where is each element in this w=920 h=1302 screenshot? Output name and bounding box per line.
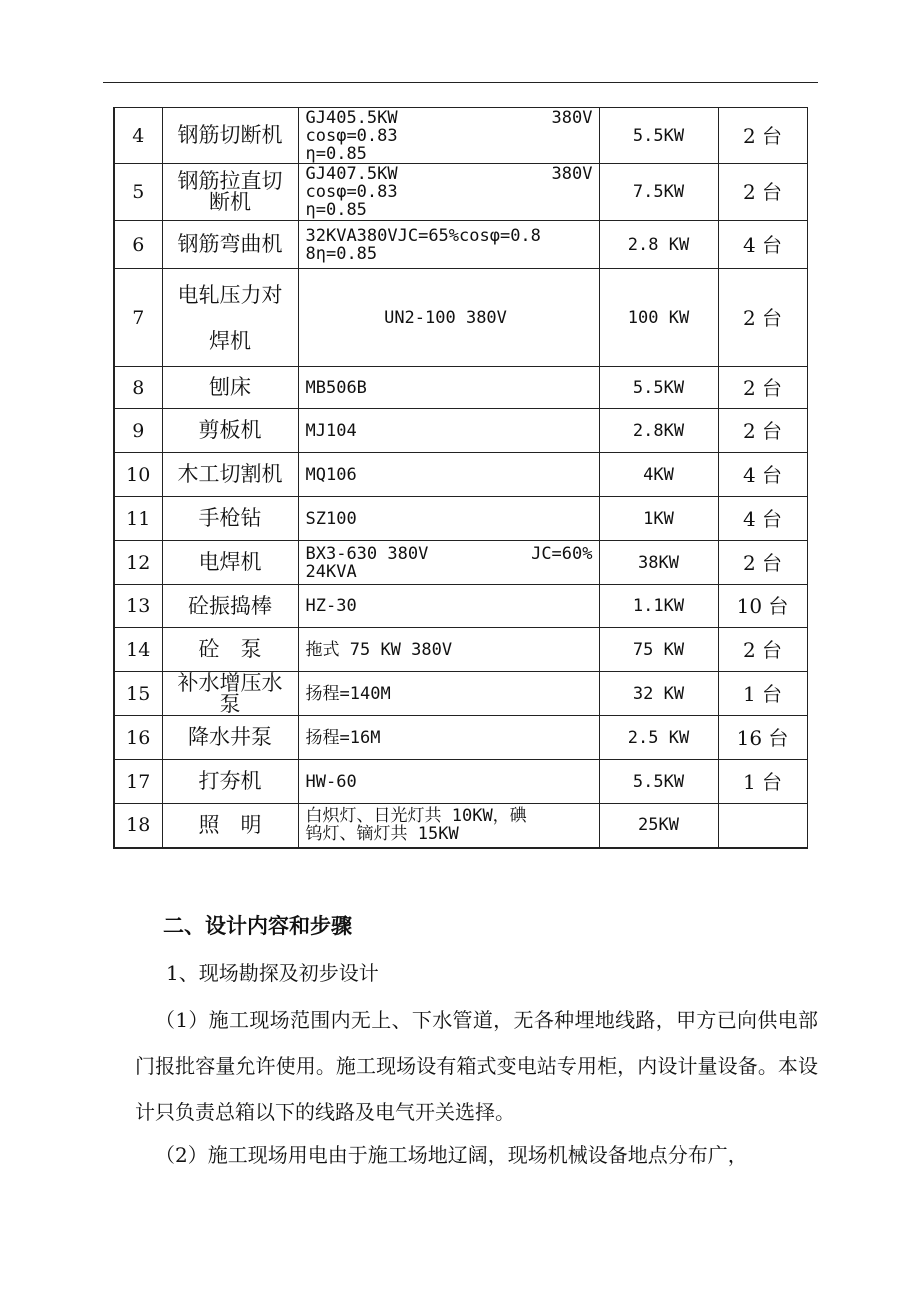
- row-number: 11: [114, 497, 162, 541]
- equipment-quantity: 4 台: [718, 497, 807, 541]
- equipment-quantity: 16 台: [718, 716, 807, 760]
- equipment-power: 38KW: [599, 541, 718, 585]
- equipment-name-line: 钢筋弯曲机: [177, 232, 283, 256]
- equipment-model: [298, 628, 599, 672]
- table-row: [114, 453, 807, 497]
- model-text: UN2-100 380V: [384, 307, 507, 328]
- equipment-power: 2.8 KW: [599, 221, 718, 269]
- model-line: [306, 245, 593, 263]
- model-line: [306, 685, 593, 703]
- model-line: [306, 165, 593, 183]
- equipment-model: [298, 269, 599, 367]
- equipment-name-line: 砼 泵: [198, 637, 262, 661]
- model-text: 钨灯、镝灯共 15KW: [305, 824, 459, 845]
- model-line: [306, 563, 593, 581]
- model-text: MJ104: [305, 420, 357, 441]
- equipment-model: [298, 585, 599, 628]
- equipment-name-line: 照 明: [198, 812, 262, 837]
- row-number: 9: [114, 409, 162, 453]
- equipment-name-line: 补水增压水: [177, 671, 283, 695]
- equipment-power: 5.5KW: [599, 108, 718, 164]
- model-line: [306, 641, 593, 659]
- equipment-name-line: 钢筋拉直切: [177, 169, 283, 193]
- equipment-model: [298, 367, 599, 409]
- equipment-quantity: 2 台: [718, 541, 807, 585]
- table-row: [114, 541, 807, 585]
- equipment-name-line: 砼振捣棒: [188, 593, 272, 618]
- equipment-name: [162, 453, 298, 497]
- equipment-name: [162, 367, 298, 409]
- equipment-quantity: 2 台: [718, 367, 807, 409]
- equipment-model: [298, 453, 599, 497]
- equipment-power: 5.5KW: [599, 760, 718, 804]
- equipment-power: 7.5KW: [599, 164, 718, 221]
- equipment-power: 32 KW: [599, 672, 718, 716]
- table-row: [114, 367, 807, 409]
- paragraph-1: （1）施工现场范围内无上、下水管道，无各种埋地线路，甲方已向供电部门报批容量允许使用。施工现场设有箱式变电站专用柜，内设计量设备。本设计只负责总箱以下的线路及电气开关选择。: [135, 1008, 818, 1124]
- model-line: [306, 510, 593, 528]
- table-row: [114, 628, 807, 672]
- model-text: cosφ=0.83: [305, 182, 398, 202]
- header-rule: [103, 82, 818, 83]
- model-text: MQ106: [305, 464, 357, 485]
- equipment-name-line: 断机: [209, 190, 251, 214]
- model-text: HZ-30: [305, 596, 357, 616]
- model-text: GJ407.5KW: [305, 164, 398, 184]
- equipment-name-line: 剪板机: [198, 418, 262, 442]
- equipment-power: 2.5 KW: [599, 716, 718, 760]
- equipment-name: [162, 585, 298, 628]
- model-text: η=0.85: [305, 143, 367, 164]
- equipment-name: [162, 269, 298, 367]
- row-number: 5: [114, 164, 162, 221]
- model-text: 24KVA: [305, 561, 357, 582]
- equipment-name-line: 降水井泵: [188, 725, 272, 749]
- model-line: [306, 379, 593, 397]
- equipment-name: [162, 804, 298, 848]
- model-line: [306, 227, 593, 245]
- equipment-power: 4KW: [599, 453, 718, 497]
- equipment-model: [298, 804, 599, 848]
- equipment-model: [298, 108, 599, 164]
- equipment-model: [298, 760, 599, 804]
- model-text: η=0.85: [305, 200, 367, 220]
- model-text: HW-60: [305, 771, 357, 792]
- model-line: [306, 773, 593, 791]
- equipment-quantity: 1 台: [718, 760, 807, 804]
- model-text: 拖式 75 KW 380V: [305, 639, 453, 660]
- equipment-quantity: 2 台: [718, 409, 807, 453]
- model-text: GJ405.5KW: [305, 107, 398, 128]
- equipment-name: [162, 409, 298, 453]
- row-number: 18: [114, 804, 162, 848]
- table-row: [114, 221, 807, 269]
- equipment-name-line: 钢筋切断机: [177, 123, 283, 147]
- table-row: [114, 716, 807, 760]
- equipment-quantity: 4 台: [718, 453, 807, 497]
- equipment-name-line: 电轧压力对: [177, 282, 283, 307]
- row-number: 10: [114, 453, 162, 497]
- equipment-quantity: 1 台: [718, 672, 807, 716]
- model-line: [306, 729, 593, 747]
- model-text: SZ100: [305, 508, 357, 529]
- equipment-quantity: 2 台: [718, 628, 807, 672]
- equipment-quantity: 2 台: [718, 108, 807, 164]
- equipment-name: [162, 221, 298, 269]
- model-line: [306, 201, 593, 219]
- equipment-model: [298, 716, 599, 760]
- model-line: [306, 109, 593, 127]
- equipment-model: [298, 541, 599, 585]
- equipment-quantity: 10 台: [718, 585, 807, 628]
- equipment-power: 5.5KW: [599, 367, 718, 409]
- table-row: [114, 108, 807, 164]
- model-text: MB506B: [305, 377, 367, 398]
- equipment-name-line: 泵: [219, 691, 241, 716]
- subsection-title: 1、现场勘探及初步设计: [166, 961, 379, 985]
- equipment-quantity: 4 台: [718, 221, 807, 269]
- table-row: [114, 672, 807, 716]
- model-text: 扬程=16M: [305, 727, 381, 748]
- equipment-table-body: [114, 108, 807, 848]
- equipment-name: [162, 628, 298, 672]
- table-row: [114, 585, 807, 628]
- equipment-quantity: 2 台: [718, 269, 807, 367]
- model-text: 32KVA380VJC=65%cosφ=0.8: [305, 225, 541, 246]
- model-text: 380V: [551, 164, 593, 184]
- model-line: [306, 597, 593, 615]
- row-number: 4: [114, 108, 162, 164]
- model-line: [306, 183, 593, 201]
- table-row: [114, 804, 807, 848]
- model-line: [306, 825, 593, 843]
- equipment-name-line: 电焊机: [198, 550, 262, 574]
- row-number: 17: [114, 760, 162, 804]
- model-line: [306, 127, 593, 145]
- equipment-name-line: 打夯机: [198, 769, 262, 793]
- row-number: 15: [114, 672, 162, 716]
- table-row: [114, 269, 807, 367]
- equipment-name: [162, 760, 298, 804]
- model-text: 380V: [551, 107, 593, 128]
- row-number: 14: [114, 628, 162, 672]
- model-line: [306, 545, 593, 563]
- equipment-quantity: [718, 804, 807, 848]
- equipment-name: [162, 164, 298, 221]
- equipment-name: [162, 497, 298, 541]
- equipment-model: [298, 409, 599, 453]
- model-text: 扬程=140M: [305, 683, 391, 704]
- table-row: [114, 497, 807, 541]
- equipment-name-line: 焊机: [209, 328, 251, 353]
- equipment-name: [162, 716, 298, 760]
- equipment-power: 1.1KW: [599, 585, 718, 628]
- section-title: 二、设计内容和步骤: [163, 913, 352, 938]
- equipment-model: [298, 221, 599, 269]
- equipment-table: [113, 107, 808, 849]
- equipment-model: [298, 497, 599, 541]
- equipment-name-line: 手枪钻: [198, 506, 262, 530]
- paragraph-2: （2）施工现场用电由于施工场地辽阔，现场机械设备地点分布广，: [155, 1143, 748, 1167]
- equipment-name: [162, 672, 298, 716]
- row-number: 6: [114, 221, 162, 269]
- table-row: [114, 164, 807, 221]
- table-row: [114, 409, 807, 453]
- model-text: JC=60%: [531, 543, 593, 564]
- equipment-model: [298, 164, 599, 221]
- equipment-name: [162, 541, 298, 585]
- row-number: 12: [114, 541, 162, 585]
- row-number: 13: [114, 585, 162, 628]
- row-number: 16: [114, 716, 162, 760]
- model-text: cosφ=0.83: [305, 125, 398, 146]
- model-text: 8η=0.85: [305, 243, 378, 264]
- table-row: [114, 760, 807, 804]
- model-line: [306, 145, 593, 163]
- equipment-quantity: 2 台: [718, 164, 807, 221]
- equipment-power: 25KW: [599, 804, 718, 848]
- equipment-model: [298, 672, 599, 716]
- model-text: BX3-630 380V: [305, 543, 429, 564]
- equipment-power: 2.8KW: [599, 409, 718, 453]
- model-text: 白炽灯、日光灯共 10KW，碘: [305, 806, 527, 827]
- model-line: [306, 807, 593, 825]
- model-line: [299, 309, 593, 327]
- equipment-power: 1KW: [599, 497, 718, 541]
- model-line: [306, 422, 593, 440]
- equipment-power: 75 KW: [599, 628, 718, 672]
- equipment-name-line: 刨床: [209, 375, 251, 399]
- row-number: 8: [114, 367, 162, 409]
- equipment-name-line: 木工切割机: [177, 462, 283, 486]
- model-line: [306, 466, 593, 484]
- row-number: 7: [114, 269, 162, 367]
- equipment-name: [162, 108, 298, 164]
- equipment-power: 100 KW: [599, 269, 718, 367]
